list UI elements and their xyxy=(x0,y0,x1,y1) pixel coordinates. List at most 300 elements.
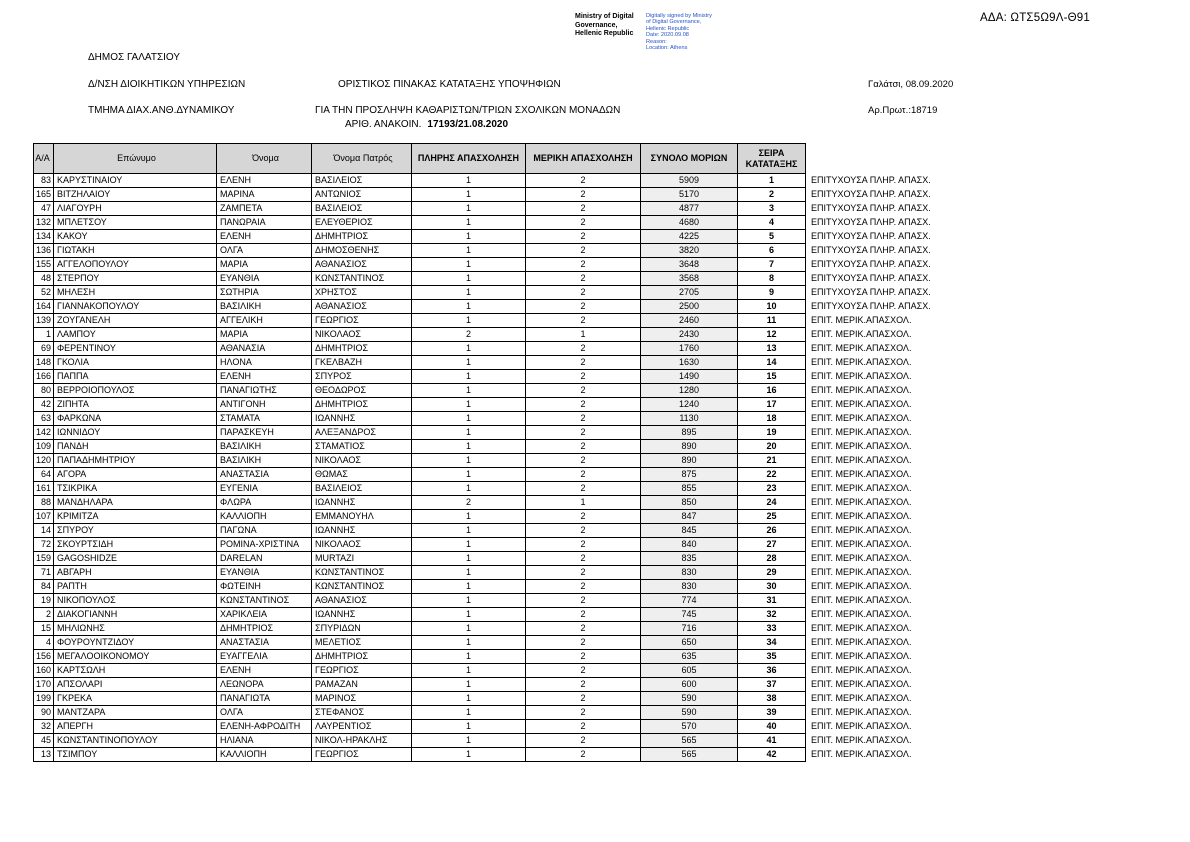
cell-status: ΕΠΙΤ. ΜΕΡΙΚ.ΑΠΑΣΧΟΛ. xyxy=(806,426,946,440)
table-row xyxy=(34,188,946,202)
cell-status: ΕΠΙΤΥΧΟΥΣΑ ΠΛΗΡ. ΑΠΑΣΧ. xyxy=(806,174,946,188)
cell-partial-employment: 2 xyxy=(526,356,641,370)
cell-total-points: 565 xyxy=(641,734,738,748)
cell-full-employment: 1 xyxy=(412,524,526,538)
cell-status: ΕΠΙΤ. ΜΕΡΙΚ.ΑΠΑΣΧΟΛ. xyxy=(806,468,946,482)
cell-partial-employment: 2 xyxy=(526,678,641,692)
cell-total-points: 1760 xyxy=(641,342,738,356)
cell-partial-employment: 2 xyxy=(526,398,641,412)
cell-status: ΕΠΙΤ. ΜΕΡΙΚ.ΑΠΑΣΧΟΛ. xyxy=(806,538,946,552)
cell-rank: 14 xyxy=(738,356,806,370)
cell-rank: 31 xyxy=(738,594,806,608)
column-header-status xyxy=(806,144,946,174)
cell-name: ΑΝΑΣΤΑΣΙΑ xyxy=(217,468,312,482)
cell-aa: 142 xyxy=(34,426,54,440)
cell-full-employment: 1 xyxy=(412,286,526,300)
table-row xyxy=(34,286,946,300)
table-row xyxy=(34,454,946,468)
cell-aa: 88 xyxy=(34,496,54,510)
cell-father-name: ΣΤΕΦΑΝΟΣ xyxy=(312,706,412,720)
cell-name: ΕΛΕΝΗ xyxy=(217,174,312,188)
cell-aa: 120 xyxy=(34,454,54,468)
cell-rank: 12 xyxy=(738,328,806,342)
cell-father-name: ΘΩΜΑΣ xyxy=(312,468,412,482)
cell-status: ΕΠΙΤΥΧΟΥΣΑ ΠΛΗΡ. ΑΠΑΣΧ. xyxy=(806,300,946,314)
column-header-7: ΣΕΙΡΑ ΚΑΤΑΤΑΞΗΣ xyxy=(738,144,806,174)
cell-total-points: 5909 xyxy=(641,174,738,188)
cell-surname: ΝΙΚΟΠΟΥΛΟΣ xyxy=(54,594,217,608)
cell-total-points: 830 xyxy=(641,566,738,580)
cell-full-employment: 1 xyxy=(412,300,526,314)
cell-full-employment: 1 xyxy=(412,594,526,608)
cell-partial-employment: 2 xyxy=(526,524,641,538)
cell-aa: 136 xyxy=(34,244,54,258)
cell-father-name: ΛΑΥΡΕΝΤΙΟΣ xyxy=(312,720,412,734)
table-row xyxy=(34,664,946,678)
table-row xyxy=(34,594,946,608)
cell-partial-employment: 2 xyxy=(526,622,641,636)
cell-full-employment: 1 xyxy=(412,664,526,678)
cell-partial-employment: 2 xyxy=(526,202,641,216)
cell-aa: 84 xyxy=(34,580,54,594)
cell-rank: 15 xyxy=(738,370,806,384)
cell-full-employment: 1 xyxy=(412,720,526,734)
cell-status: ΕΠΙΤ. ΜΕΡΙΚ.ΑΠΑΣΧΟΛ. xyxy=(806,622,946,636)
cell-status: ΕΠΙΤ. ΜΕΡΙΚ.ΑΠΑΣΧΟΛ. xyxy=(806,706,946,720)
cell-rank: 6 xyxy=(738,244,806,258)
cell-full-employment: 1 xyxy=(412,258,526,272)
column-header-4: ΠΛΗΡΗΣ ΑΠΑΣΧΟΛΗΣΗ xyxy=(412,144,526,174)
cell-father-name: ΑΘΑΝΑΣΙΟΣ xyxy=(312,300,412,314)
cell-full-employment: 1 xyxy=(412,272,526,286)
cell-father-name: ΣΤΑΜΑΤΙΟΣ xyxy=(312,440,412,454)
cell-full-employment: 1 xyxy=(412,636,526,650)
cell-total-points: 570 xyxy=(641,720,738,734)
cell-surname: ΡΑΠΤΗ xyxy=(54,580,217,594)
cell-status: ΕΠΙΤ. ΜΕΡΙΚ.ΑΠΑΣΧΟΛ. xyxy=(806,608,946,622)
table-row xyxy=(34,720,946,734)
stamp-ministry-line: Hellenic Republic xyxy=(575,30,634,37)
cell-total-points: 1280 xyxy=(641,384,738,398)
cell-rank: 24 xyxy=(738,496,806,510)
cell-name: ΔΗΜΗΤΡΙΟΣ xyxy=(217,622,312,636)
cell-rank: 23 xyxy=(738,482,806,496)
table-row xyxy=(34,216,946,230)
cell-status: ΕΠΙΤ. ΜΕΡΙΚ.ΑΠΑΣΧΟΛ. xyxy=(806,328,946,342)
cell-surname: ΓΙΩΤΑΚΗ xyxy=(54,244,217,258)
cell-name: ΖΑΜΠΕΤΑ xyxy=(217,202,312,216)
cell-full-employment: 1 xyxy=(412,454,526,468)
cell-aa: 160 xyxy=(34,664,54,678)
cell-name: ΒΑΣΙΛΙΚΗ xyxy=(217,300,312,314)
cell-father-name: ΕΛΕΥΘΕΡΙΟΣ xyxy=(312,216,412,230)
cell-surname: ΔΙΑΚΟΓΙΑΝΝΗ xyxy=(54,608,217,622)
cell-surname: ΚΡΙΜΙΤΖΑ xyxy=(54,510,217,524)
stamp-signature-line: of Digital Governance, xyxy=(646,19,702,26)
cell-aa: 32 xyxy=(34,720,54,734)
stamp-signature-line: Date: 2020.09.08 xyxy=(646,32,689,39)
stamp-signature-line: Reason: xyxy=(646,38,667,45)
cell-father-name: ΣΠΥΡΟΣ xyxy=(312,370,412,384)
column-header-5: ΜΕΡΙΚΗ ΑΠΑΣΧΟΛΗΣΗ xyxy=(526,144,641,174)
cell-full-employment: 2 xyxy=(412,328,526,342)
table-row xyxy=(34,328,946,342)
cell-father-name: ΚΩΝΣΤΑΝΤΙΝΟΣ xyxy=(312,272,412,286)
cell-surname: ΛΙΑΓΟΥΡΗ xyxy=(54,202,217,216)
cell-name: ΦΩΤΕΙΝΗ xyxy=(217,580,312,594)
cell-status: ΕΠΙΤ. ΜΕΡΙΚ.ΑΠΑΣΧΟΛ. xyxy=(806,384,946,398)
cell-total-points: 716 xyxy=(641,622,738,636)
cell-surname: ΠΑΠΑΔΗΜΗΤΡΙΟΥ xyxy=(54,454,217,468)
table-row xyxy=(34,636,946,650)
cell-total-points: 2500 xyxy=(641,300,738,314)
cell-father-name: ΙΩΑΝΝΗΣ xyxy=(312,608,412,622)
cell-aa: 4 xyxy=(34,636,54,650)
cell-total-points: 605 xyxy=(641,664,738,678)
table-header-row xyxy=(34,144,946,174)
table-row xyxy=(34,440,946,454)
cell-partial-employment: 2 xyxy=(526,594,641,608)
cell-name: ΜΑΡΙΑ xyxy=(217,328,312,342)
cell-full-employment: 1 xyxy=(412,188,526,202)
table-row xyxy=(34,314,946,328)
table-row xyxy=(34,244,946,258)
cell-surname: ΤΣΙΜΠΟΥ xyxy=(54,748,217,762)
cell-total-points: 895 xyxy=(641,426,738,440)
cell-total-points: 5170 xyxy=(641,188,738,202)
cell-partial-employment: 2 xyxy=(526,636,641,650)
cell-aa: 1 xyxy=(34,328,54,342)
cell-father-name: ΑΛΕΞΑΝΔΡΟΣ xyxy=(312,426,412,440)
cell-father-name: ΔΗΜΗΤΡΙΟΣ xyxy=(312,230,412,244)
cell-rank: 39 xyxy=(738,706,806,720)
cell-name: ΧΑΡΙΚΛΕΙΑ xyxy=(217,608,312,622)
cell-full-employment: 1 xyxy=(412,230,526,244)
cell-full-employment: 1 xyxy=(412,706,526,720)
cell-full-employment: 1 xyxy=(412,734,526,748)
cell-total-points: 4877 xyxy=(641,202,738,216)
cell-partial-employment: 2 xyxy=(526,426,641,440)
cell-rank: 32 xyxy=(738,608,806,622)
cell-status: ΕΠΙΤ. ΜΕΡΙΚ.ΑΠΑΣΧΟΛ. xyxy=(806,342,946,356)
cell-total-points: 3568 xyxy=(641,272,738,286)
cell-name: ΒΑΣΙΛΙΚΗ xyxy=(217,440,312,454)
cell-name: ΚΑΛΛΙΟΠΗ xyxy=(217,510,312,524)
cell-full-employment: 1 xyxy=(412,608,526,622)
cell-rank: 20 xyxy=(738,440,806,454)
cell-total-points: 847 xyxy=(641,510,738,524)
stamp-signature-line: Hellenic Republic xyxy=(646,25,690,32)
cell-rank: 42 xyxy=(738,748,806,762)
cell-father-name: ΙΩΑΝΝΗΣ xyxy=(312,412,412,426)
cell-rank: 17 xyxy=(738,398,806,412)
cell-surname: ΠΑΝΔΗ xyxy=(54,440,217,454)
cell-partial-employment: 2 xyxy=(526,412,641,426)
table-row xyxy=(34,538,946,552)
cell-rank: 7 xyxy=(738,258,806,272)
cell-total-points: 1490 xyxy=(641,370,738,384)
cell-rank: 1 xyxy=(738,174,806,188)
cell-full-employment: 1 xyxy=(412,314,526,328)
table-row xyxy=(34,370,946,384)
cell-rank: 26 xyxy=(738,524,806,538)
cell-full-employment: 1 xyxy=(412,482,526,496)
cell-total-points: 2460 xyxy=(641,314,738,328)
cell-rank: 34 xyxy=(738,636,806,650)
cell-partial-employment: 2 xyxy=(526,244,641,258)
cell-full-employment: 1 xyxy=(412,174,526,188)
cell-father-name: ΘΕΟΔΩΡΟΣ xyxy=(312,384,412,398)
cell-aa: 14 xyxy=(34,524,54,538)
table-row xyxy=(34,734,946,748)
cell-surname: ΑΠΕΡΓΗ xyxy=(54,720,217,734)
cell-surname: ΓΚΟΛΙΑ xyxy=(54,356,217,370)
cell-total-points: 845 xyxy=(641,524,738,538)
table-row xyxy=(34,622,946,636)
cell-surname: ΑΓΓΕΛΟΠΟΥΛΟΥ xyxy=(54,258,217,272)
cell-rank: 27 xyxy=(738,538,806,552)
cell-total-points: 890 xyxy=(641,454,738,468)
cell-aa: 15 xyxy=(34,622,54,636)
cell-status: ΕΠΙΤ. ΜΕΡΙΚ.ΑΠΑΣΧΟΛ. xyxy=(806,566,946,580)
cell-full-employment: 1 xyxy=(412,748,526,762)
cell-surname: ΚΑΡΥΣΤΙΝΑΙΟΥ xyxy=(54,174,217,188)
cell-partial-employment: 2 xyxy=(526,174,641,188)
cell-surname: ΑΠΣΟΛΑΡΙ xyxy=(54,678,217,692)
cell-surname: ΜΑΝΤΖΑΡΑ xyxy=(54,706,217,720)
cell-father-name: ΝΙΚΟΛ-ΗΡΑΚΛΗΣ xyxy=(312,734,412,748)
table-row xyxy=(34,510,946,524)
cell-aa: 2 xyxy=(34,608,54,622)
cell-surname: ΣΠΥΡΟΥ xyxy=(54,524,217,538)
cell-status: ΕΠΙΤ. ΜΕΡΙΚ.ΑΠΑΣΧΟΛ. xyxy=(806,524,946,538)
cell-status: ΕΠΙΤΥΧΟΥΣΑ ΠΛΗΡ. ΑΠΑΣΧ. xyxy=(806,258,946,272)
cell-full-employment: 1 xyxy=(412,244,526,258)
cell-aa: 164 xyxy=(34,300,54,314)
table-row xyxy=(34,706,946,720)
cell-surname: ΑΒΓΑΡΗ xyxy=(54,566,217,580)
cell-status: ΕΠΙΤ. ΜΕΡΙΚ.ΑΠΑΣΧΟΛ. xyxy=(806,356,946,370)
cell-total-points: 4680 xyxy=(641,216,738,230)
cell-aa: 161 xyxy=(34,482,54,496)
cell-name: ΠΑΝΑΓΙΩΤΗΣ xyxy=(217,384,312,398)
cell-aa: 139 xyxy=(34,314,54,328)
cell-total-points: 600 xyxy=(641,678,738,692)
cell-rank: 33 xyxy=(738,622,806,636)
cell-full-employment: 1 xyxy=(412,356,526,370)
cell-name: ΚΩΝΣΤΑΝΤΙΝΟΣ xyxy=(217,594,312,608)
cell-status: ΕΠΙΤ. ΜΕΡΙΚ.ΑΠΑΣΧΟΛ. xyxy=(806,594,946,608)
cell-rank: 25 xyxy=(738,510,806,524)
cell-surname: ΣΚΟΥΡΤΣΙΔΗ xyxy=(54,538,217,552)
table-row xyxy=(34,566,946,580)
cell-father-name: ΙΩΑΝΝΗΣ xyxy=(312,524,412,538)
table-row xyxy=(34,202,946,216)
cell-aa: 13 xyxy=(34,748,54,762)
cell-status: ΕΠΙΤ. ΜΕΡΙΚ.ΑΠΑΣΧΟΛ. xyxy=(806,734,946,748)
table-row xyxy=(34,258,946,272)
cell-partial-employment: 2 xyxy=(526,286,641,300)
cell-aa: 71 xyxy=(34,566,54,580)
cell-surname: ΜΗΛΕΣΗ xyxy=(54,286,217,300)
cell-status: ΕΠΙΤ. ΜΕΡΙΚ.ΑΠΑΣΧΟΛ. xyxy=(806,510,946,524)
cell-name: ΕΥΑΝΘΙΑ xyxy=(217,272,312,286)
stamp-signature-line: Digitally signed by Ministry xyxy=(646,13,712,19)
cell-aa: 148 xyxy=(34,356,54,370)
cell-name: ΒΑΣΙΛΙΚΗ xyxy=(217,454,312,468)
cell-surname: ΖΟΥΓΑΝΕΛΗ xyxy=(54,314,217,328)
cell-total-points: 875 xyxy=(641,468,738,482)
table-row xyxy=(34,412,946,426)
cell-father-name: MURTAZI xyxy=(312,552,412,566)
cell-surname: GAGOSHIDZE xyxy=(54,552,217,566)
cell-full-employment: 1 xyxy=(412,412,526,426)
cell-surname: ΦΕΡΕΝΤΙΝΟΥ xyxy=(54,342,217,356)
cell-surname: ΜΑΝΔΗΛΑΡΑ xyxy=(54,496,217,510)
table-row xyxy=(34,692,946,706)
cell-name: ΛΕΩΝΟΡΑ xyxy=(217,678,312,692)
cell-aa: 47 xyxy=(34,202,54,216)
cell-aa: 48 xyxy=(34,272,54,286)
cell-partial-employment: 2 xyxy=(526,538,641,552)
cell-surname: ΦΟΥΡΟΥΝΤΖΙΔΟΥ xyxy=(54,636,217,650)
cell-total-points: 830 xyxy=(641,580,738,594)
cell-full-employment: 1 xyxy=(412,538,526,552)
cell-partial-employment: 2 xyxy=(526,454,641,468)
cell-name: DARELAN xyxy=(217,552,312,566)
cell-name: ΠΑΓΩΝΑ xyxy=(217,524,312,538)
cell-partial-employment: 2 xyxy=(526,272,641,286)
cell-surname: ΚΑΡΤΣΩΛΗ xyxy=(54,664,217,678)
cell-surname: ΒΙΤΖΗΛΑΙΟΥ xyxy=(54,188,217,202)
cell-father-name: ΧΡΗΣΤΟΣ xyxy=(312,286,412,300)
cell-name: ΑΝΑΣΤΑΣΙΑ xyxy=(217,636,312,650)
cell-father-name: ΑΝΤΩΝΙΟΣ xyxy=(312,188,412,202)
cell-father-name: ΒΑΣΙΛΕΙΟΣ xyxy=(312,202,412,216)
cell-total-points: 2430 xyxy=(641,328,738,342)
table-row xyxy=(34,426,946,440)
cell-surname: ΚΩΝΣΤΑΝΤΙΝΟΠΟΥΛΟΥ xyxy=(54,734,217,748)
cell-status: ΕΠΙΤΥΧΟΥΣΑ ΠΛΗΡ. ΑΠΑΣΧ. xyxy=(806,272,946,286)
cell-rank: 10 xyxy=(738,300,806,314)
cell-name: ΕΛΕΝΗ xyxy=(217,370,312,384)
cell-rank: 40 xyxy=(738,720,806,734)
cell-name: ΕΛΕΝΗ-ΑΦΡΟΔΙΤΗ xyxy=(217,720,312,734)
cell-full-employment: 1 xyxy=(412,678,526,692)
cell-rank: 29 xyxy=(738,566,806,580)
cell-father-name: ΚΩΝΣΤΑΝΤΙΝΟΣ xyxy=(312,566,412,580)
ranking-table xyxy=(33,143,946,762)
table-row xyxy=(34,174,946,188)
cell-total-points: 850 xyxy=(641,496,738,510)
cell-status: ΕΠΙΤ. ΜΕΡΙΚ.ΑΠΑΣΧΟΛ. xyxy=(806,650,946,664)
cell-partial-employment: 2 xyxy=(526,342,641,356)
cell-partial-employment: 2 xyxy=(526,314,641,328)
cell-rank: 3 xyxy=(738,202,806,216)
directorate-name: Δ/ΝΣΗ ΔΙΟΙΚΗΤΙΚΩΝ ΥΠΗΡΕΣΙΩΝ xyxy=(88,79,246,90)
place-date: Γαλάτσι, 08.09.2020 xyxy=(868,79,954,90)
cell-aa: 52 xyxy=(34,286,54,300)
cell-partial-employment: 2 xyxy=(526,552,641,566)
cell-name: ΡΟΜΙΝΑ-ΧΡΙΣΤΙΝΑ xyxy=(217,538,312,552)
cell-full-employment: 1 xyxy=(412,468,526,482)
cell-partial-employment: 2 xyxy=(526,510,641,524)
cell-total-points: 835 xyxy=(641,552,738,566)
cell-aa: 165 xyxy=(34,188,54,202)
document-title: ΟΡΙΣΤΙΚΟΣ ΠΙΝΑΚΑΣ ΚΑΤΑΤΑΞΗΣ ΥΠΟΨΗΦΙΩΝ xyxy=(338,79,561,90)
department-name: ΤΜΗΜΑ ΔΙΑΧ.ΑΝΘ.ΔΥΝΑΜΙΚΟΥ xyxy=(88,105,235,116)
cell-partial-employment: 2 xyxy=(526,664,641,678)
column-header-2: Όνομα xyxy=(217,144,312,174)
cell-father-name: ΓΕΩΡΓΙΟΣ xyxy=(312,314,412,328)
cell-aa: 42 xyxy=(34,398,54,412)
cell-rank: 8 xyxy=(738,272,806,286)
cell-aa: 109 xyxy=(34,440,54,454)
stamp-ministry xyxy=(575,13,641,39)
cell-status: ΕΠΙΤ. ΜΕΡΙΚ.ΑΠΑΣΧΟΛ. xyxy=(806,482,946,496)
cell-father-name: ΓΕΩΡΓΙΟΣ xyxy=(312,664,412,678)
cell-rank: 37 xyxy=(738,678,806,692)
cell-father-name: ΔΗΜΗΤΡΙΟΣ xyxy=(312,398,412,412)
cell-status: ΕΠΙΤ. ΜΕΡΙΚ.ΑΠΑΣΧΟΛ. xyxy=(806,748,946,762)
column-header-0: Α/Α xyxy=(34,144,54,174)
cell-surname: ΖΙΠΗΤΑ xyxy=(54,398,217,412)
cell-aa: 132 xyxy=(34,216,54,230)
cell-rank: 4 xyxy=(738,216,806,230)
cell-total-points: 890 xyxy=(641,440,738,454)
cell-aa: 80 xyxy=(34,384,54,398)
cell-full-employment: 2 xyxy=(412,496,526,510)
cell-rank: 28 xyxy=(738,552,806,566)
cell-rank: 9 xyxy=(738,286,806,300)
cell-status: ΕΠΙΤΥΧΟΥΣΑ ΠΛΗΡ. ΑΠΑΣΧ. xyxy=(806,188,946,202)
cell-rank: 5 xyxy=(738,230,806,244)
cell-name: ΑΓΓΕΛΙΚΗ xyxy=(217,314,312,328)
cell-father-name: ΓΕΩΡΓΙΟΣ xyxy=(312,748,412,762)
cell-total-points: 2705 xyxy=(641,286,738,300)
cell-full-employment: 1 xyxy=(412,552,526,566)
cell-partial-employment: 2 xyxy=(526,734,641,748)
protocol-number: Αρ.Πρωτ.:18719 xyxy=(868,105,938,116)
cell-surname: ΚΑΚΟΥ xyxy=(54,230,217,244)
cell-name: ΕΛΕΝΗ xyxy=(217,230,312,244)
table-row xyxy=(34,468,946,482)
cell-father-name: ΔΗΜΟΣΘΕΝΗΣ xyxy=(312,244,412,258)
cell-surname: ΜΠΛΕΤΣΟΥ xyxy=(54,216,217,230)
table-row xyxy=(34,580,946,594)
cell-aa: 64 xyxy=(34,468,54,482)
cell-surname: ΛΑΜΠΟΥ xyxy=(54,328,217,342)
cell-status: ΕΠΙΤ. ΜΕΡΙΚ.ΑΠΑΣΧΟΛ. xyxy=(806,412,946,426)
cell-aa: 134 xyxy=(34,230,54,244)
cell-status: ΕΠΙΤΥΧΟΥΣΑ ΠΛΗΡ. ΑΠΑΣΧ. xyxy=(806,244,946,258)
cell-status: ΕΠΙΤ. ΜΕΡΙΚ.ΑΠΑΣΧΟΛ. xyxy=(806,580,946,594)
cell-father-name: ΝΙΚΟΛΑΟΣ xyxy=(312,328,412,342)
cell-father-name: ΝΙΚΟΛΑΟΣ xyxy=(312,538,412,552)
cell-father-name: ΔΗΜΗΤΡΙΟΣ xyxy=(312,650,412,664)
cell-partial-employment: 2 xyxy=(526,580,641,594)
cell-father-name: ΙΩΑΝΝΗΣ xyxy=(312,496,412,510)
cell-name: ΟΛΓΑ xyxy=(217,706,312,720)
cell-total-points: 1130 xyxy=(641,412,738,426)
table-row xyxy=(34,524,946,538)
announcement-number: 17193/21.08.2020 xyxy=(427,119,509,130)
cell-rank: 30 xyxy=(738,580,806,594)
announcement-line xyxy=(345,119,508,130)
cell-surname: ΜΗΛΙΩΝΗΣ xyxy=(54,622,217,636)
cell-aa: 19 xyxy=(34,594,54,608)
cell-name: ΠΑΝΩΡΑΙΑ xyxy=(217,216,312,230)
